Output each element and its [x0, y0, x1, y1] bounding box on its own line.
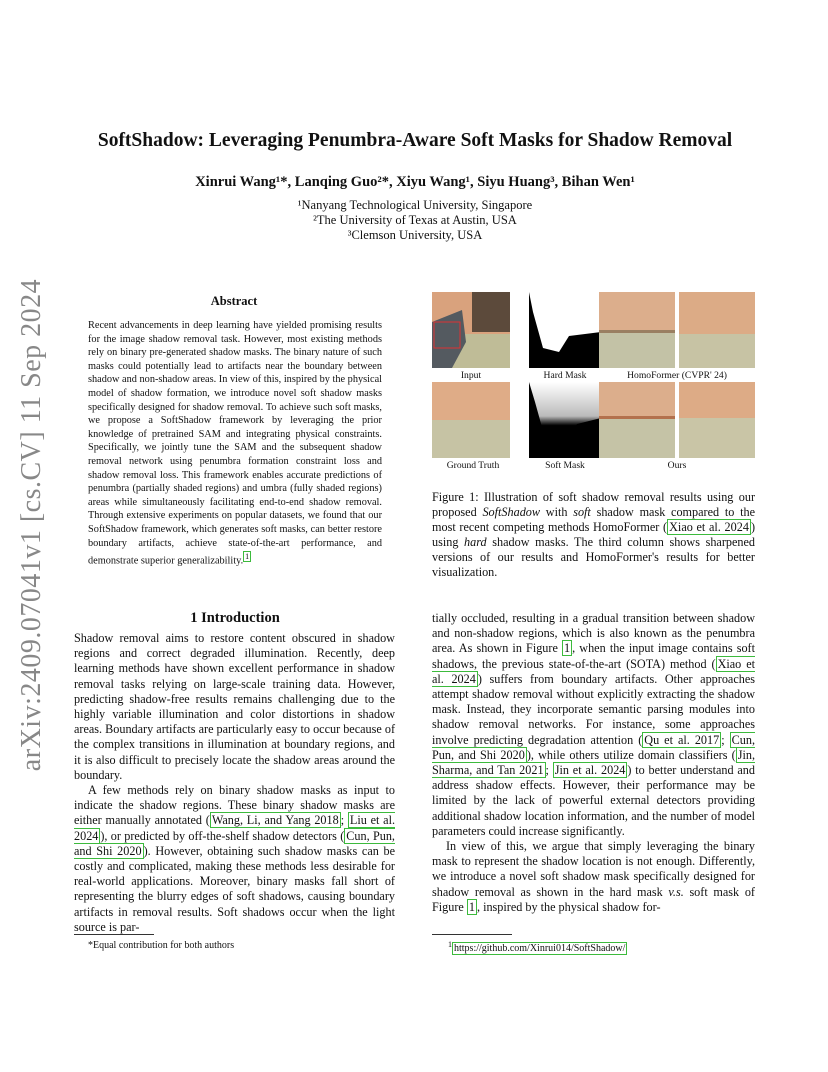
left-column	[74, 631, 395, 935]
soft-mask-image	[529, 382, 601, 458]
footnote-github: $^1$ https://github.com/Xinrui014/SoftShadow/	[448, 940, 626, 955]
intro-paragraph-1: Shadow removal aims to restore content obscured in shadow regions and correct degraded illumination. Recently, deep learning methods have shown excellent performance in shadow removal tasks relying on large-scale training data. However, predicting shadow-free results remains challenging due to the highly variable illumination and color distortions in shadow areas. Boundary artifacts are particularly easy to occur because of the complex transitions in illumination at boundary regions, and it is also difficult to precisely locate the shadow areas around the boundary.	[74, 631, 395, 782]
label-soft-mask: Soft Mask	[545, 460, 585, 471]
paper-title: SoftShadow: Leveraging Penumbra-Aware Soft Masks for Shadow Removal	[97, 130, 733, 151]
intro-paragraph-continued: tially occluded, resulting in a gradual transition between shadow and non-shadow regions, which is also known as the penumbra area. As shown in Figure 1 , when the input image contains soft shadows, the previous state-of-the-art (SOTA) method ( Xiao et al. 2024 ) suffers from boundary artifacts. Other approaches attempt shadow removal without explicitly extracting the shadow mask. Instead, they incorporate semantic parsing modules into shadow removal networks. For instance, some approaches involve predicting degradation attention ( Qu et al. 2017 ; Cun, Pun, and Shi 2020 ), while others utilize domain classifiers ( Jin, Sharma, and Tan 2021 ; Jin et al. 2024 ) to better understand and address shadow effects. However, their performance may be limited by the lack of powerful external detectors providing additional shadow location information, and the number of model parameters could increase significantly.	[432, 611, 755, 838]
footnote-equal-contribution: *Equal contribution for both authors	[88, 940, 235, 951]
citation-jin-2024[interactable]: Jin et al. 2024	[554, 763, 626, 778]
abstract-footnote-link[interactable]: 1	[245, 552, 250, 562]
homoformer-sharpened-image	[679, 292, 755, 368]
ground-truth-image	[432, 382, 510, 458]
input-image	[432, 292, 510, 368]
citation-cun-2020[interactable]: Cun, Pun, and Shi 2020	[74, 828, 395, 858]
citation-xiao-2024[interactable]: Xiao et al. 2024	[432, 656, 755, 686]
ours-sharpened-image	[679, 382, 755, 458]
footnote-rule-left	[74, 934, 154, 935]
github-link[interactable]: https://github.com/Xinrui014/SoftShadow/	[454, 943, 626, 955]
affiliation-1: ¹Nanyang Technological University, Singapore	[297, 198, 533, 212]
label-ground-truth: Ground Truth	[446, 460, 500, 471]
intro-paragraph-3: In view of this, we argue that simply leveraging the binary mask to represent the shadow location is not enough. Differently, we introduce a novel soft shadow mask specifically designed for shadow removal as shown in the hard mask v.s. soft mask of Figure 1 , inspired by the physical shadow for-	[432, 839, 755, 914]
affiliations	[70, 198, 760, 243]
abstract-heading: Abstract	[210, 294, 258, 308]
label-hard-mask: Hard Mask	[543, 370, 587, 381]
footnote-rule-right	[432, 934, 512, 935]
citation-liu-2024[interactable]: Liu et al. 2024	[74, 813, 396, 843]
affiliation-3: ³Clemson University, USA	[347, 228, 483, 242]
citation-xiao-2024-caption[interactable]: Xiao et al. 2024	[669, 520, 749, 534]
citation-cun-2020-b[interactable]: Cun, Pun, and Shi 2020	[432, 732, 755, 762]
citation-jin-2021[interactable]: Jin, Sharma, and Tan 2021	[432, 747, 755, 778]
label-ours: Ours	[667, 460, 687, 471]
arxiv-id: arXiv:2409.07041v1 [cs.CV] 11 Sep 2024	[16, 278, 47, 772]
figure-1-link[interactable]: 1	[564, 641, 571, 656]
abstract-text: Recent advancements in deep learning have yielded promising results for the image shadow removal task. However, most existing methods rely on binary pre-generated shadow masks. The binary nature of such masks could potentially lead to artifacts near the boundary between shadow and non-shadow areas. In view of this, inspired by the physical model of shadow formation, we introduce novel soft shadow masks specifically designed for shadow removal. To achieve such soft masks, we propose a SoftShadow framework by leveraging the prior knowledge of pretrained SAM and integrating physical constraints. Specifically, we jointly tune the SAM and the subsequent shadow removal network using penumbra formation constraint loss and shadow removal loss. This framework enables accurate predictions of penumbra (partially shaded regions) and umbra (fully shaded regions) areas while simultaneously facilitating end-to-end shadow removal. Through extensive experiments on popular datasets, we found that our SoftShadow framework, which generates soft masks, can better restore boundary artifacts, achieve state-of-the-art performance, and demonstrate superior generalizability.	[88, 320, 382, 567]
ours-result-image	[599, 382, 675, 458]
abstract-body	[88, 319, 382, 568]
right-column	[432, 611, 755, 915]
hard-mask-image	[529, 292, 601, 368]
label-input: Input	[460, 370, 482, 381]
intro-paragraph-2: A few methods rely on binary shadow masks as input to indicate the shadow regions. These binary shadow masks are either manually annotated ( Wang, Li, and Yang 2018 ; Liu et al. 2024 ), or predicted by off-the-shelf shadow detectors ( Cun, Pun, and Shi 2020 ). However, obtaining such shadow masks can be costly and complicated, making these methods less desirable for real-world applications. Moreover, binary masks fall short of representing the blurry edges of soft shadows, causing boundary artifacts in removal results. Soft shadows occur when the light source is par-	[74, 783, 396, 934]
figure-1	[432, 290, 755, 476]
section-heading-introduction: 1 Introduction	[190, 610, 280, 626]
citation-qu-2017[interactable]: Qu et al. 2017	[644, 732, 720, 747]
label-homoformer: HomoFormer (CVPR' 24)	[627, 370, 727, 381]
homoformer-result-image	[599, 292, 675, 368]
figure-1-caption: Figure 1: Illustration of soft shadow removal results using our proposed SoftShadow with soft shadow mask compared to the most recent competing methods HomoFormer ( Xiao et al. 2024 ) using hard shadow masks. The third column shows sharpened versions of our results and HomoFormer's results for better visualization.	[432, 490, 755, 579]
author-list: Xinrui Wang¹*, Lanqing Guo²*, Xiyu Wang¹, Siyu Huang³, Bihan Wen¹	[195, 174, 635, 190]
figure-1-link-2[interactable]: 1	[468, 899, 475, 914]
affiliation-2: ²The University of Texas at Austin, USA	[313, 213, 517, 227]
citation-wang-2018[interactable]: Wang, Li, and Yang 2018	[211, 813, 339, 828]
arxiv-sidebar	[12, 278, 52, 772]
